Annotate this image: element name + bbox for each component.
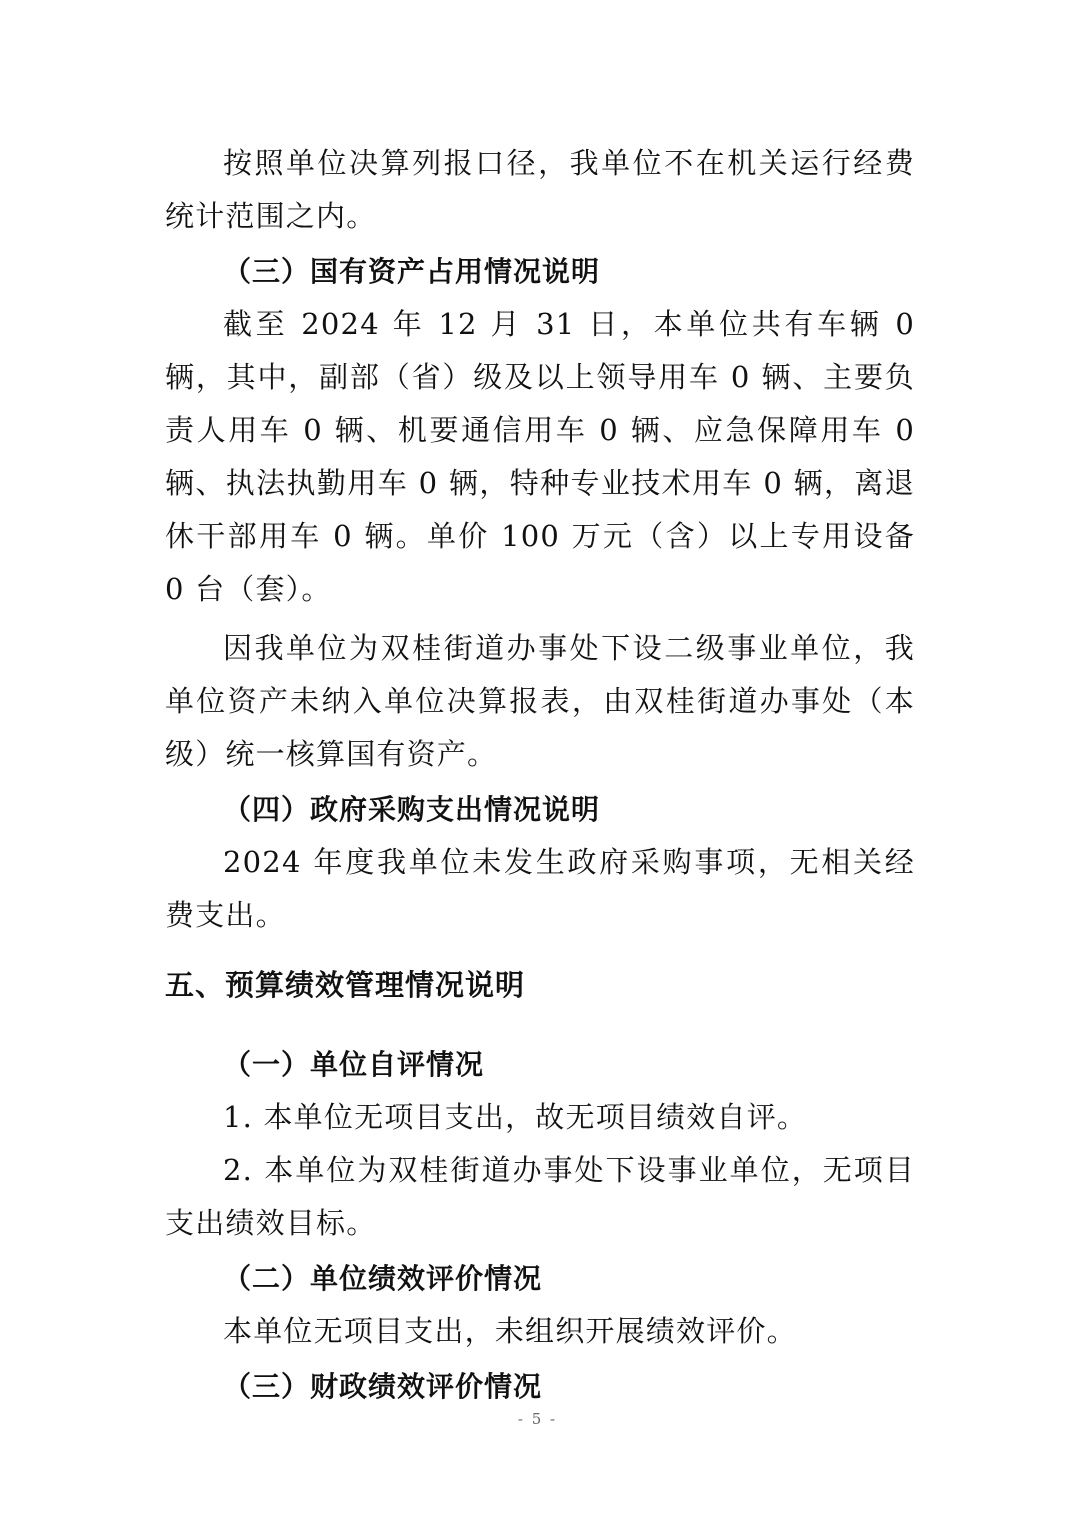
page-number: - 5 - <box>517 1410 558 1428</box>
list-item-2: 2. 本单位为双桂街道办事处下设事业单位，无项目支出绩效目标。 <box>165 1153 915 1240</box>
paragraph-operating-expenses: 按照单位决算列报口径，我单位不在机关运行经费统计范围之内。 <box>165 146 915 233</box>
heading-state-assets: （三）国有资产占用情况说明 <box>223 255 601 288</box>
section-five-title: 五、预算绩效管理情况说明 <box>165 968 526 1002</box>
paragraph-unit-evaluation: 本单位无项目支出，未组织开展绩效评价。 <box>223 1314 797 1348</box>
heading-fiscal-evaluation: （三）财政绩效评价情况 <box>223 1370 543 1403</box>
paragraph-procurement: 2024 年度我单位未发生政府采购事项，无相关经费支出。 <box>165 845 915 932</box>
document-body <box>165 137 915 1413</box>
list-item-1: 1. 本单位无项目支出，故无项目绩效自评。 <box>223 1100 808 1134</box>
paragraph-assets-note: 因我单位为双桂街道办事处下设二级事业单位，我单位资产未纳入单位决算报表，由双桂街道办事处（本级）统一核算国有资产。 <box>165 631 915 771</box>
heading-procurement: （四）政府采购支出情况说明 <box>223 793 601 826</box>
heading-unit-evaluation: （二）单位绩效评价情况 <box>223 1262 543 1295</box>
heading-self-evaluation: （一）单位自评情况 <box>223 1048 485 1081</box>
paragraph-vehicles: 截至 2024 年 12 月 31 日，本单位共有车辆 0 辆，其中，副部（省）级及以上领导用车 0 辆、主要负责人用车 0 辆、机要通信用车 0 辆、应急保障用车 0 辆、执法执勤用车 0 辆，特种专业技术用车 0 辆，离退休干部用车 0 辆。单价 100 万元（含）以上专用设备 0 台（套）。 <box>165 307 915 606</box>
